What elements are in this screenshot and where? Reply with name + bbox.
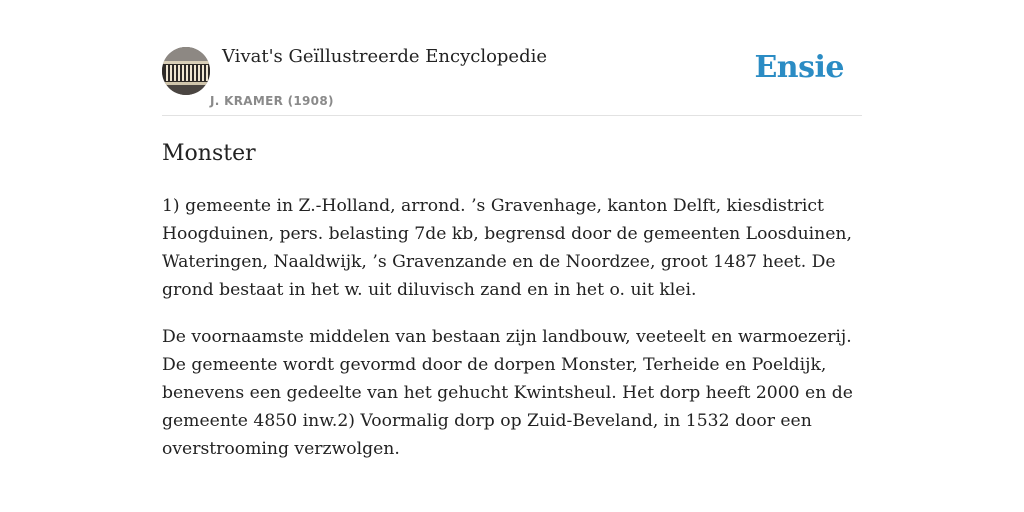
entry-paragraph: 1) gemeente in Z.-Holland, arrond. ’s Gravenhage, kanton Delft, kiesdistrict Hoogduinen, pers. belasting 7de kb, begrensd door de gemeenten Loosduinen, Wateringen, Naaldwijk, ’s Gravenzande en de Noordzee, groot 1487 heet. De grond bestaat in het w. uit diluvisch zand en in het o. uit klei. <box>162 196 852 300</box>
entry-body <box>162 192 864 482</box>
header <box>162 0 862 116</box>
entry-paragraph: De voornaamste middelen van bestaan zijn landbouw, veeteelt en warmoezerij. De gemeente wordt gevormd door de dorpen Monster, Terheide en Poeldijk, benevens een gedeelte van het gehucht Kwintsheul. Het dorp heeft 2000 en de gemeente 4850 inw.2) Voormalig dorp op Zuid-Beveland, in 1532 door een overstrooming verzwolgen. <box>162 327 853 459</box>
brand-logo[interactable]: Ensie <box>754 50 844 85</box>
book-author[interactable]: J. KRAMER (1908) <box>210 94 334 108</box>
page <box>162 0 862 459</box>
book-title[interactable]: Vivat's Geïllustreerde Encyclopedie <box>222 46 548 67</box>
entry-title: Monster <box>162 141 256 166</box>
book-stack-icon <box>162 47 210 95</box>
book-avatar[interactable] <box>162 47 210 95</box>
